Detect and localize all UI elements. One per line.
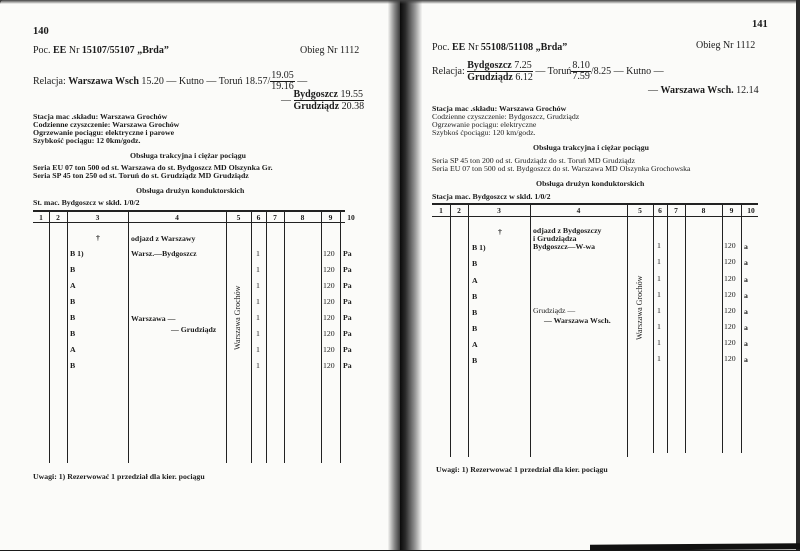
car-type: a <box>744 258 748 267</box>
col-header: 9 <box>729 206 734 215</box>
seats: 120 <box>724 322 736 331</box>
car-class: B <box>472 356 478 365</box>
col-header: 2 <box>56 213 60 222</box>
info-line: Codzienne czyszczenie: Bydgoszcz, Grudziądz <box>432 112 580 121</box>
traction-heading: Obsługa trakcyjna i ciężar pociągu <box>130 151 246 160</box>
car-class: B 1) <box>472 243 486 252</box>
col-header: 4 <box>175 213 179 222</box>
car-class: B <box>70 329 76 338</box>
info-line: Szybkość pociągu: 12 0km/godz. <box>33 136 141 145</box>
col-header: 7 <box>273 213 277 222</box>
info-line: Codzienne czyszczenie: Warszawa Grochów <box>33 120 180 129</box>
train-header: Poc. EE Nr 55108/51108 „Brda” <box>432 42 568 53</box>
crew-heading: Obsługa drużyn konduktorskich <box>536 179 645 188</box>
relation-line-2: — Bydgoszcz 19.55 Grudziądz 20.38 <box>281 89 365 112</box>
car-count: 1 <box>256 329 260 338</box>
car-count: 1 <box>256 297 260 306</box>
col-header: 2 <box>457 206 461 215</box>
seats: 120 <box>724 354 736 363</box>
car-type: Pa <box>343 313 352 322</box>
seats: 120 <box>323 281 335 290</box>
seats: 120 <box>323 313 335 322</box>
left-page <box>0 0 400 550</box>
depot-label: Warszawa Grochów <box>635 275 644 340</box>
car-count: 1 <box>256 361 260 370</box>
route-2b: — Grudziądz <box>171 325 217 334</box>
car-type: a <box>744 355 748 364</box>
page-number: 141 <box>752 19 768 30</box>
train-header: Poc. EE Nr 15107/55107 „Brda” <box>33 45 169 56</box>
car-class: B <box>472 324 478 333</box>
seats: 120 <box>724 274 736 283</box>
car-count: 1 <box>657 274 661 283</box>
car-class: B <box>472 292 478 301</box>
car-class: B <box>70 265 76 274</box>
crew-heading: Obsługa drużyn konduktorskich <box>136 186 245 195</box>
seats: 120 <box>724 241 736 250</box>
car-count: 1 <box>657 257 661 266</box>
seats: 120 <box>724 306 736 315</box>
col-header: 8 <box>701 206 706 215</box>
col-header: 6 <box>658 206 662 215</box>
car-type: a <box>744 307 748 316</box>
car-count: 1 <box>657 322 661 331</box>
car-class: B <box>472 259 478 268</box>
car-type: a <box>744 242 748 251</box>
car-class: B <box>70 313 76 322</box>
route-1: Bydgoszcz—W-wa <box>533 242 596 251</box>
col-header: 9 <box>328 213 333 222</box>
info-line: Stacja mac .składu: Warszawa Grochów <box>432 104 567 113</box>
car-type: Pa <box>343 265 352 274</box>
car-count: 1 <box>256 313 260 322</box>
col-header: 5 <box>236 213 241 222</box>
car-count: 1 <box>256 281 260 290</box>
seats: 120 <box>724 257 736 266</box>
route-2b: — Warszawa Wsch. <box>544 316 611 325</box>
car-count: 1 <box>657 241 661 250</box>
obieg-number: Obieg Nr 1112 <box>696 40 756 51</box>
col-header: 8 <box>300 213 305 222</box>
col-header: 4 <box>576 206 581 215</box>
obieg-number: Obieg Nr 1112 <box>300 45 360 56</box>
torun-times: $\frac{8.10}{7.59}$ <box>572 60 590 82</box>
seats: 120 <box>724 338 736 347</box>
seats: 120 <box>724 290 736 299</box>
crew-station: Stacja mac. Bydgoszcz w skld. 1/0/2 <box>432 192 551 201</box>
right-edge-shadow <box>796 0 800 550</box>
car-class: B <box>70 361 76 370</box>
depot-label: Warszawa Grochów <box>233 285 242 350</box>
car-class: A <box>70 281 76 290</box>
col-header: 1 <box>39 213 43 222</box>
direction-arrow-icon: † <box>498 227 502 236</box>
car-type: a <box>744 339 748 348</box>
right-page <box>408 0 800 550</box>
route-2a: Warszawa — <box>131 314 176 323</box>
seats: 120 <box>323 265 335 274</box>
car-class: A <box>472 276 478 285</box>
col-header: 10 <box>347 213 355 222</box>
book-spine-shadow-right <box>400 0 422 550</box>
car-class: B <box>472 308 478 317</box>
seats: 120 <box>323 361 335 370</box>
car-type: a <box>744 323 748 332</box>
departure-note: i Grudziądza <box>533 234 577 243</box>
traction-line: Seria SP 45 ton 250 od st. Toruń do st. Grudziądz MD Grudziądz <box>33 171 249 180</box>
car-count: 1 <box>256 345 260 354</box>
info-line: Ogrzewanie pociągu: elektryczne i parowe <box>33 128 175 137</box>
departure-note: odjazd z Warszawy <box>131 234 196 243</box>
traction-line: Seria SP 45 ton 200 od st. Grudziądz do st. Toruń MD Grudziądz <box>432 156 636 165</box>
car-type: Pa <box>343 297 352 306</box>
car-type: Pa <box>343 281 352 290</box>
col-header: 6 <box>256 213 261 222</box>
route-1: Warsz.—Bydgoszcz <box>131 249 197 258</box>
col-header: 3 <box>497 206 501 215</box>
relation-line-1: Relacja: Bydgoszcz 7.25 Grudziądz 6.12 — Toruń $\frac{8.10}{7.59}$ /8.25 — Kutno — <box>432 60 664 83</box>
page-number: 140 <box>33 26 49 37</box>
car-class: B <box>70 297 76 306</box>
car-type: Pa <box>343 249 352 258</box>
traction-line: Seria EU 07 ton 500 od st. Bydgoszcz do st. Warszawa MD Olszynka Grochowska <box>432 164 691 173</box>
torun-times: $\frac{19.05}{19.16}$ <box>271 70 294 92</box>
direction-arrow-icon: † <box>96 233 100 242</box>
car-type: Pa <box>343 329 352 338</box>
car-count: 1 <box>657 354 661 363</box>
car-type: Pa <box>343 345 352 354</box>
car-count: 1 <box>256 265 260 274</box>
traction-heading: Obsługa trakcyjna i ciężar pociągu <box>533 143 649 152</box>
seats: 120 <box>323 297 335 306</box>
relation-line-1: Relacja: Warszawa Wsch 15.20 — Kutno — Toruń 18.57/ $\frac{19.05}{19.16}$ — <box>33 70 308 92</box>
info-line: Ogrzewanie pociągu: elektryczne <box>432 120 537 129</box>
car-type: Pa <box>343 361 352 370</box>
col-header: 1 <box>439 206 443 215</box>
col-header: 10 <box>747 206 755 215</box>
seats: 120 <box>323 345 335 354</box>
info-line: Stacja mac .składu: Warszawa Grochów <box>33 112 168 121</box>
crew-station: St. mac. Bydgoszcz w skłd. 1/0/2 <box>33 198 140 207</box>
remarks: Uwagi: 1) Rezerwować 1 przedział dla kier. pociągu <box>436 465 608 474</box>
car-type: a <box>744 291 748 300</box>
col-header: 7 <box>674 206 678 215</box>
car-count: 1 <box>657 306 661 315</box>
col-header: 5 <box>638 206 642 215</box>
top-edge-shadow <box>0 0 800 4</box>
col-header: 3 <box>95 213 100 222</box>
car-class: A <box>472 340 478 349</box>
route-2a: Grudziądz — <box>533 306 576 315</box>
car-type: a <box>744 275 748 284</box>
info-line: Szybkoś ćpociągu: 120 km/godz. <box>432 128 536 137</box>
seats: 120 <box>323 249 335 258</box>
car-count: 1 <box>657 338 661 347</box>
car-class: A <box>70 345 76 354</box>
car-count: 1 <box>256 249 260 258</box>
remarks: Uwagi: 1) Rezerwować 1 przedział dla kier. pociągu <box>33 472 205 481</box>
traction-line: Seria EU 07 ton 500 od st. Warszawa do st. Bydgoszcz MD Olszynka Gr. <box>33 163 273 172</box>
departure-note: odjazd z Bydgoszczy <box>533 226 602 235</box>
car-count: 1 <box>657 290 661 299</box>
seats: 120 <box>323 329 335 338</box>
car-class: B 1) <box>70 249 84 258</box>
relation-line-2: — Warszawa Wsch. 12.14 <box>648 85 759 96</box>
